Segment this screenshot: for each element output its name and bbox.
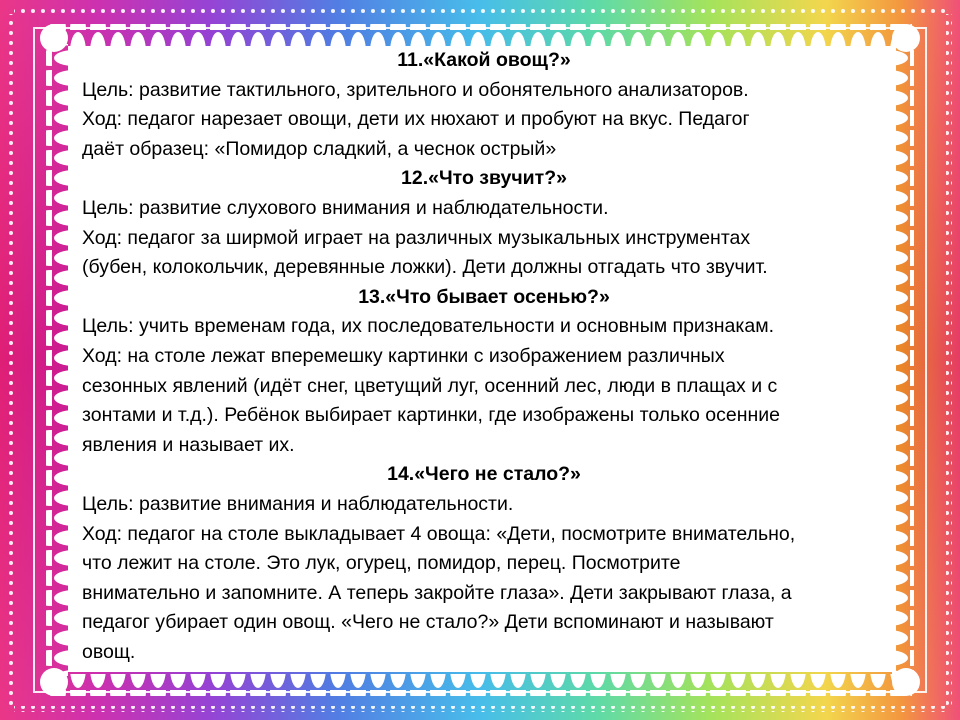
text-panel: [68, 46, 896, 672]
game-title: 14.«Чего не стало?»: [387, 463, 581, 486]
text-line: овощ.: [82, 640, 136, 663]
text-line: что лежит на столе. Это лук, огурец, помидор, перец. Посмотрите: [82, 552, 681, 575]
text-line: Ход: педагог на столе выкладывает 4 овоща: «Дети, посмотрите внимательно,: [82, 522, 796, 545]
game-title: 11.«Какой овощ?»: [397, 49, 571, 71]
text-line: Цель: учить временам года, их последовательности и основным признакам.: [82, 315, 775, 338]
text-line: Цель: развитие тактильного, зрительного и обонятельного анализаторов.: [82, 78, 749, 101]
text-line: явления и называет их.: [82, 433, 295, 456]
text-line: даёт образец: «Помидор сладкий, а чеснок острый»: [82, 137, 557, 160]
text-line: (бубен, колокольчик, деревянные ложки). Дети должны отгадать что звучит.: [82, 256, 768, 279]
text-line: Ход: педагог за ширмой играет на различных музыкальных инструментах: [82, 226, 751, 249]
text-line: сезонных явлений (идёт снег, цветущий луг, осенний лес, люди в плащах и с: [82, 374, 778, 397]
text-line: Ход: на столе лежат вперемешку картинки с изображением различных: [82, 344, 725, 367]
game-title: 13.«Что бывает осенью?»: [358, 285, 610, 308]
game-title: 12.«Что звучит?»: [401, 167, 567, 190]
text-line: педагог убирает один овощ. «Чего не стало?» Дети вспоминают и называют: [82, 611, 774, 634]
text-line: Цель: развитие внимания и наблюдательности.: [82, 492, 514, 515]
text-line: Ход: педагог нарезает овощи, дети их нюхают и пробуют на вкус. Педагог: [82, 108, 750, 131]
slide-text: [82, 46, 886, 667]
text-line: зонтами и т.д.). Ребёнок выбирает картинки, где изображены только осенние: [82, 404, 781, 427]
text-line: Цель: развитие слухового внимания и наблюдательности.: [82, 196, 609, 219]
text-line: внимательно и запомните. А теперь закройте глаза». Дети закрывают глаза, а: [82, 581, 792, 604]
